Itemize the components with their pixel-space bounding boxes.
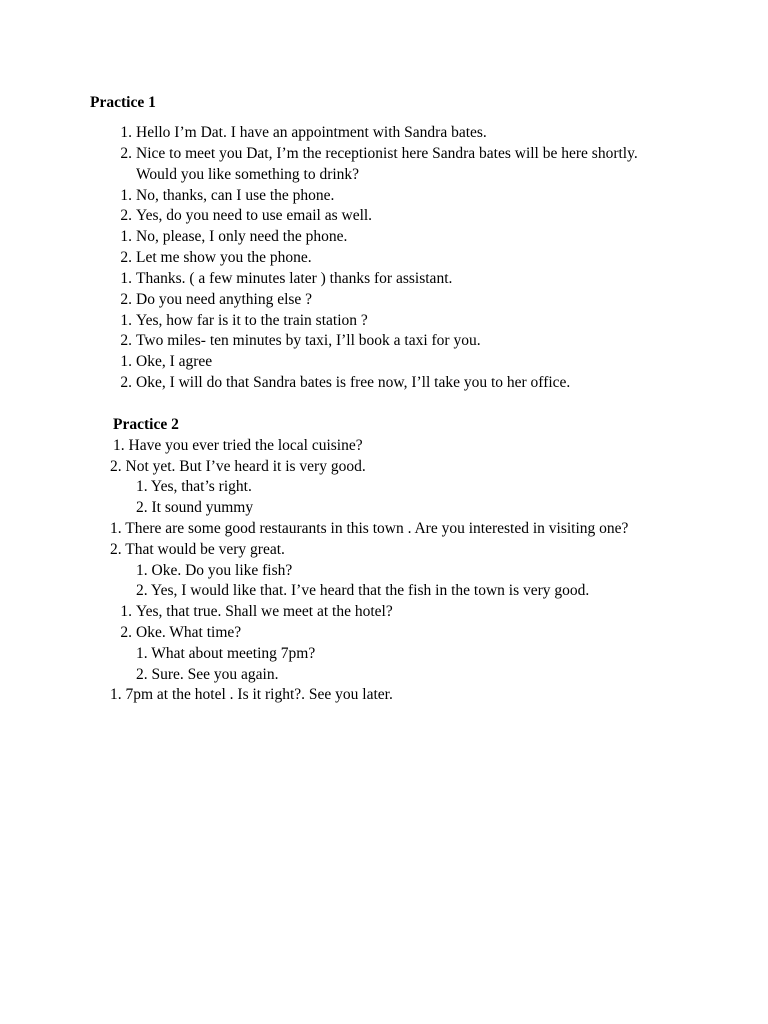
dialogue-line: 1. Yes, that’s right. bbox=[136, 478, 252, 495]
dialogue-line: 2. Yes, I would like that. I’ve heard that the fish in the town is very good. bbox=[136, 582, 590, 599]
practice-2-title: Practice 2 bbox=[113, 416, 179, 433]
list-text: Thanks. ( a few minutes later ) thanks for assistant. bbox=[136, 270, 453, 287]
list-text: Would you like something to drink? bbox=[136, 166, 360, 183]
list-text: Oke. What time? bbox=[136, 624, 242, 641]
list-number: 2. bbox=[120, 291, 132, 308]
list-number: 1. bbox=[120, 270, 132, 287]
list-text: Hello I’m Dat. I have an appointment with Sandra bates. bbox=[136, 124, 487, 141]
list-number: 1. bbox=[120, 603, 132, 620]
list-text: Yes, that true. Shall we meet at the hotel? bbox=[136, 603, 393, 620]
list-text: Let me show you the phone. bbox=[136, 249, 312, 266]
list-text: Nice to meet you Dat, I’m the receptionist here Sandra bates will be here shortly. bbox=[136, 145, 638, 162]
list-text: Yes, do you need to use email as well. bbox=[136, 207, 373, 224]
list-number: 2. bbox=[120, 624, 132, 641]
list-number: 1. bbox=[120, 353, 132, 370]
list-number: 2. bbox=[120, 374, 132, 391]
list-number: 2. bbox=[120, 249, 132, 266]
dialogue-line: 1. Have you ever tried the local cuisine? bbox=[113, 437, 363, 454]
list-number: 1. bbox=[120, 187, 132, 204]
dialogue-line: 2. Sure. See you again. bbox=[136, 666, 279, 683]
list-number: 1. bbox=[120, 124, 132, 141]
list-number: 2. bbox=[120, 145, 132, 162]
list-text: Two miles- ten minutes by taxi, I’ll book a taxi for you. bbox=[136, 332, 481, 349]
list-text: Oke, I agree bbox=[136, 353, 213, 370]
practice-1-title: Practice 1 bbox=[90, 94, 156, 111]
list-text: No, please, I only need the phone. bbox=[136, 228, 348, 245]
list-text: No, thanks, can I use the phone. bbox=[136, 187, 335, 204]
list-number: 1. bbox=[120, 312, 132, 329]
dialogue-line: 2. It sound yummy bbox=[136, 499, 254, 516]
list-text: Yes, how far is it to the train station ? bbox=[136, 312, 368, 329]
dialogue-line: 1. Oke. Do you like fish? bbox=[136, 562, 293, 579]
dialogue-line: 2. That would be very great. bbox=[110, 541, 285, 558]
list-number: 2. bbox=[120, 332, 132, 349]
list-number: 1. bbox=[120, 228, 132, 245]
dialogue-line: 1. There are some good restaurants in this town . Are you interested in visiting one? bbox=[110, 520, 629, 537]
dialogue-line: 1. 7pm at the hotel . Is it right?. See you later. bbox=[110, 686, 393, 703]
list-text: Oke, I will do that Sandra bates is free now, I’ll take you to her office. bbox=[136, 374, 571, 391]
dialogue-line: 2. Not yet. But I’ve heard it is very good. bbox=[110, 458, 366, 475]
dialogue-line: 1. What about meeting 7pm? bbox=[136, 645, 316, 662]
list-number: 2. bbox=[120, 207, 132, 224]
list-text: Do you need anything else ? bbox=[136, 291, 313, 308]
